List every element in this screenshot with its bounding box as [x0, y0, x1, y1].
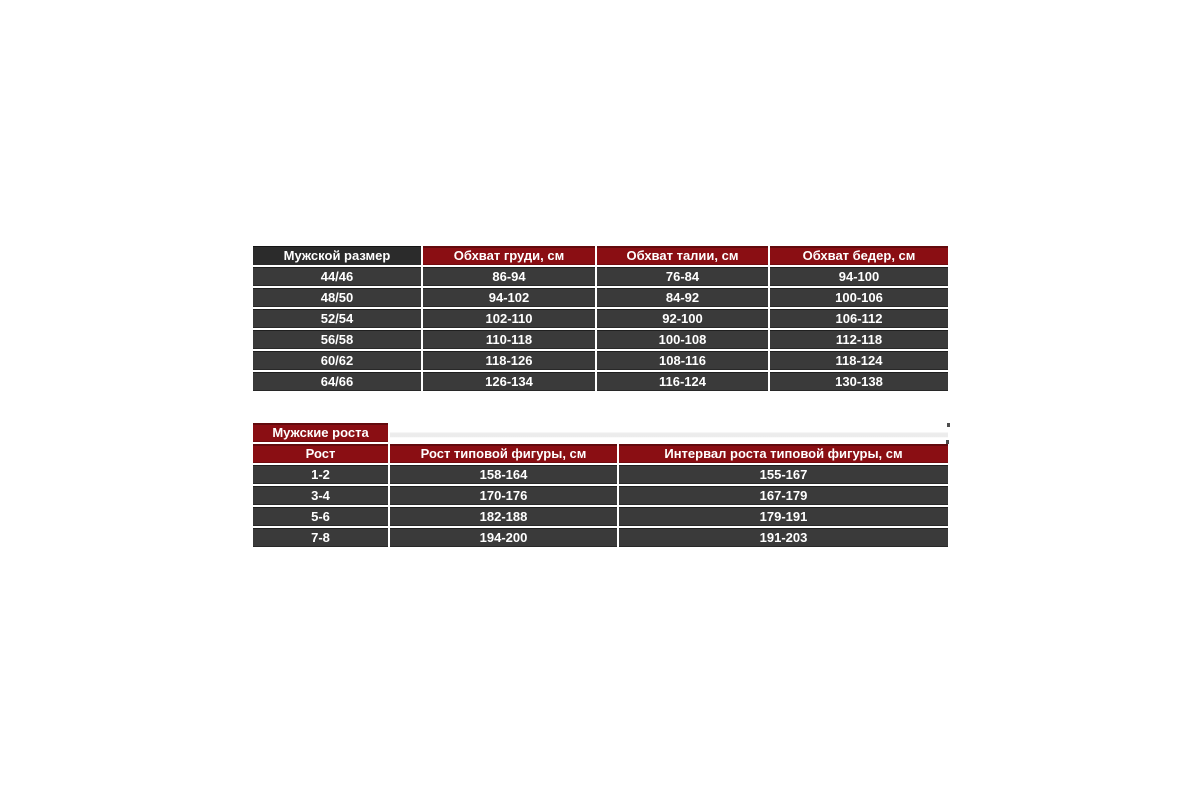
interval-cell: 155-167: [619, 465, 948, 484]
hips-cell: 106-112: [770, 309, 948, 328]
chest-cell: 86-94: [423, 267, 595, 286]
waist-cell: 84-92: [597, 288, 768, 307]
hips-cell: 112-118: [770, 330, 948, 349]
hips-cell: 94-100: [770, 267, 948, 286]
rost-cell: 5-6: [253, 507, 388, 526]
waist-cell: 92-100: [597, 309, 768, 328]
interval-cell: 179-191: [619, 507, 948, 526]
size-table-row: [253, 351, 948, 370]
height-table-row: [253, 486, 948, 505]
chest-cell: 110-118: [423, 330, 595, 349]
size-table-row: [253, 309, 948, 328]
waist-cell: 108-116: [597, 351, 768, 370]
typical-cell: 158-164: [390, 465, 617, 484]
height-header-rost: Рост: [253, 444, 388, 463]
hips-cell: 100-106: [770, 288, 948, 307]
hips-cell: 130-138: [770, 372, 948, 391]
size-cell: 60/62: [253, 351, 421, 370]
size-cell: 48/50: [253, 288, 421, 307]
rost-cell: 1-2: [253, 465, 388, 484]
size-cell: 56/58: [253, 330, 421, 349]
interval-cell: 167-179: [619, 486, 948, 505]
size-header-chest: Обхват груди, см: [423, 246, 595, 265]
size-cell: 44/46: [253, 267, 421, 286]
chest-cell: 94-102: [423, 288, 595, 307]
height-table-title-row: [253, 423, 948, 442]
height-table-header-row: [253, 444, 948, 463]
height-table-title: Мужские роста: [253, 423, 388, 442]
size-table-row: [253, 267, 948, 286]
height-header-typical: Рост типовой фигуры, см: [390, 444, 617, 463]
size-table-row: [253, 288, 948, 307]
mens-height-table: [251, 421, 950, 549]
height-table-row: [253, 507, 948, 526]
size-header-hips: Обхват бедер, см: [770, 246, 948, 265]
waist-cell: 100-108: [597, 330, 768, 349]
size-cell: 64/66: [253, 372, 421, 391]
size-table-row: [253, 372, 948, 391]
chest-cell: 102-110: [423, 309, 595, 328]
rost-cell: 3-4: [253, 486, 388, 505]
size-table-header-row: [253, 246, 948, 265]
artifact-tick: [946, 440, 949, 444]
waist-cell: 116-124: [597, 372, 768, 391]
height-header-interval: Интервал роста типовой фигуры, см: [619, 444, 948, 463]
hips-cell: 118-124: [770, 351, 948, 370]
typical-cell: 194-200: [390, 528, 617, 547]
interval-cell: 191-203: [619, 528, 948, 547]
typical-cell: 182-188: [390, 507, 617, 526]
chest-cell: 126-134: [423, 372, 595, 391]
waist-cell: 76-84: [597, 267, 768, 286]
typical-cell: 170-176: [390, 486, 617, 505]
artifact-tick: [947, 423, 950, 427]
size-header-size: Мужской размер: [253, 246, 421, 265]
size-cell: 52/54: [253, 309, 421, 328]
size-header-waist: Обхват талии, см: [597, 246, 768, 265]
rost-cell: 7-8: [253, 528, 388, 547]
chest-cell: 118-126: [423, 351, 595, 370]
size-table-row: [253, 330, 948, 349]
mens-size-table: [251, 244, 950, 393]
height-table-row: [253, 465, 948, 484]
title-row-empty-area: [390, 423, 948, 442]
height-table-row: [253, 528, 948, 547]
